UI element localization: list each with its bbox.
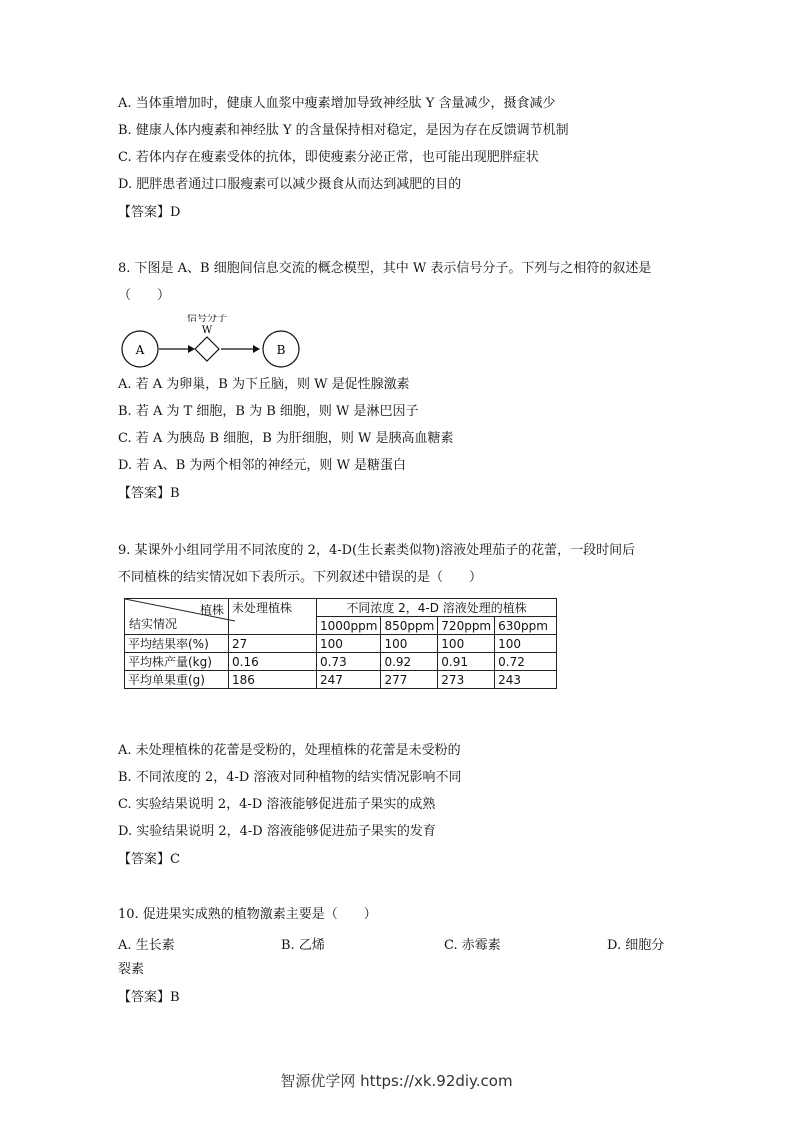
treated-group-header: 不同浓度 2，4-D 溶液处理的植株 [317, 599, 557, 617]
arrow-a-to-w-head [188, 345, 195, 353]
cell-b-label: B [276, 343, 286, 357]
q8-stem: 8. 下图是 A、B 细胞间信息交流的概念模型，其中 W 表示信号分子。下列与之相符的叙述是 [118, 261, 652, 276]
q8-option-a: A. 若 A 为卵巢，B 为下丘脑，则 W 是促性腺激素 [118, 377, 410, 392]
q9-option-d: D. 实验结果说明 2，4-D 溶液能够促进茄子果实的发育 [118, 824, 436, 839]
row-label: 平均株产量(kg) [125, 653, 229, 671]
row-label: 平均结果率(%) [125, 635, 229, 653]
cell-signaling-diagram [118, 314, 318, 370]
signal-molecule-label: 信号分子 [187, 314, 227, 324]
q10-stem: 10. 促进果实成熟的植物激素主要是（ ） [118, 907, 377, 922]
q7-option-c: C. 若体内存在瘦素受体的抗体，即使瘦素分泌正常，也可能出现肥胖症状 [118, 150, 539, 165]
signal-w-label: W [201, 325, 213, 336]
signal-molecule-diamond [195, 337, 219, 361]
fruiting-data-table [124, 598, 557, 689]
table-cell: 0.16 [229, 653, 317, 671]
q7-answer: 【答案】D [118, 205, 181, 220]
row-label: 平均单果重(g) [125, 671, 229, 689]
corner-bottom-label: 结实情况 [129, 617, 178, 631]
table-cell: 0.73 [317, 653, 381, 671]
q7-option-d: D. 肥胖患者通过口服瘦素可以减少摄食从而达到减肥的目的 [118, 177, 462, 192]
q9-option-c: C. 实验结果说明 2，4-D 溶液能够促进茄子果实的成熟 [118, 797, 436, 812]
q8-option-d: D. 若 A、B 为两个相邻的神经元，则 W 是糖蛋白 [118, 458, 407, 473]
q10-answer: 【答案】B [118, 990, 180, 1005]
table-row [125, 653, 557, 671]
table-cell: 273 [438, 671, 495, 689]
arrow-w-to-b-head [253, 345, 260, 353]
q8-answer: 【答案】B [118, 486, 180, 501]
q10-option-a: A. 生长素 [118, 938, 175, 953]
conc-header: 720ppm [438, 617, 495, 635]
q8-option-c: C. 若 A 为胰岛 B 细胞，B 为肝细胞，则 W 是胰高血糖素 [118, 431, 454, 446]
corner-top-label: 植株 [199, 603, 224, 617]
conc-header: 1000ppm [317, 617, 381, 635]
footer-watermark: 智源优学网 https://xk.92diy.com [280, 1072, 513, 1090]
table-cell: 247 [317, 671, 381, 689]
cell-a-label: A [135, 343, 145, 357]
q7-option-b: B. 健康人体内瘦素和神经肽 Y 的含量保持相对稳定，是因为存在反馈调节机制 [118, 123, 569, 138]
untreated-header: 未处理植株 [229, 599, 317, 635]
table-cell: 100 [438, 635, 495, 653]
q10-option-d-wrap: 裂素 [118, 962, 145, 977]
q10-option-d: D. 细胞分 [607, 938, 665, 953]
q9-stem-line2: 不同植株的结实情况如下表所示。下列叙述中错误的是（ ） [118, 570, 483, 585]
table-cell: 100 [495, 635, 557, 653]
q9-stem: 9. 某课外小组同学用不同浓度的 2，4-D(生长素类似物)溶液处理茄子的花蕾，一段时间后 [118, 543, 636, 558]
q9-option-a: A. 未处理植株的花蕾是受粉的，处理植株的花蕾是未受粉的 [118, 743, 461, 758]
table-cell: 27 [229, 635, 317, 653]
q8-option-b: B. 若 A 为 T 细胞，B 为 B 细胞，则 W 是淋巴因子 [118, 404, 419, 419]
table-cell: 0.72 [495, 653, 557, 671]
table-corner-cell [125, 599, 229, 635]
conc-header: 850ppm [381, 617, 438, 635]
conc-header: 630ppm [495, 617, 557, 635]
q10-option-c: C. 赤霉素 [444, 938, 501, 953]
q9-answer: 【答案】C [118, 852, 180, 867]
table-cell: 243 [495, 671, 557, 689]
table-cell: 100 [317, 635, 381, 653]
table-cell: 0.92 [381, 653, 438, 671]
table-row [125, 635, 557, 653]
q9-option-b: B. 不同浓度的 2，4-D 溶液对同种植物的结实情况影响不同 [118, 770, 462, 785]
table-cell: 277 [381, 671, 438, 689]
table-cell: 0.91 [438, 653, 495, 671]
q8-stem-paren: （ ） [118, 288, 171, 303]
q7-option-a: A. 当体重增加时，健康人血浆中瘦素增加导致神经肽 Y 含量减少，摄食减少 [118, 96, 556, 111]
table-cell: 186 [229, 671, 317, 689]
table-row [125, 671, 557, 689]
table-cell: 100 [381, 635, 438, 653]
q10-option-b: B. 乙烯 [281, 938, 325, 953]
